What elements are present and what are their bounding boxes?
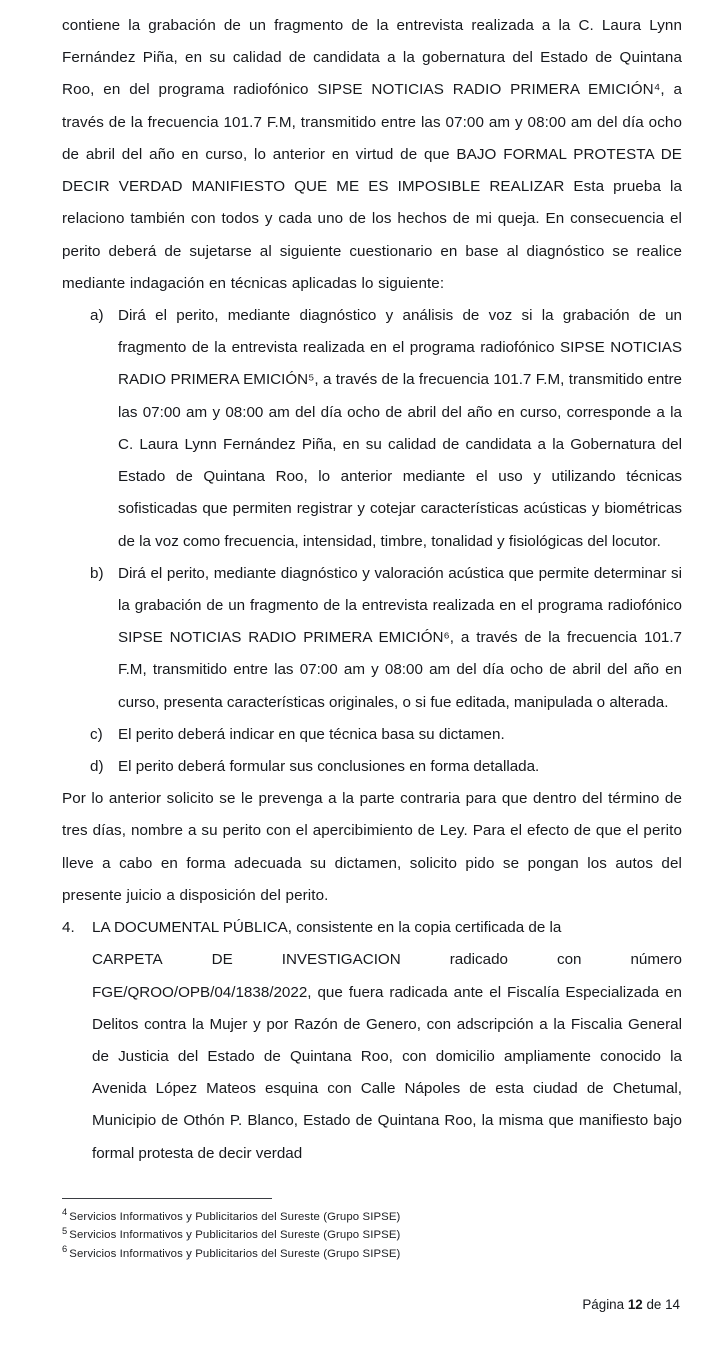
list-item-marker: a) [90, 306, 104, 324]
questionnaire-list [62, 300, 682, 783]
list-item-text: Dirá el perito, mediante diagnóstico y valoración acústica que permite determinar si la grabación de un fragmento de la entrevista realizada en el programa radiofónico SIPSE NOTICIAS RADIO PRIMERA EMICIÓN⁶, a través de la frecuencia 101.7 F.M, transmitido entre las 07:00 am y 08:00 am del día ocho de abril del año en curso, presenta características originales, o si fue editada, manipulada o alterada. [118, 564, 682, 711]
footnote-mark: 6 [62, 1244, 68, 1255]
footnote [62, 1245, 682, 1263]
line2-word: DE [211, 951, 233, 969]
line2-word: radicado [449, 951, 508, 969]
list-item-text: El perito deberá formular sus conclusiones en forma detallada. [118, 758, 540, 776]
footnote-text: Servicios Informativos y Publicitarios del Sureste (Grupo SIPSE) [69, 1210, 401, 1223]
list-item-marker: d) [90, 758, 104, 776]
numbered-item-line2 [92, 944, 682, 976]
list-item-text: Dirá el perito, mediante diagnóstico y análisis de voz si la grabación de un fragmento de la entrevista realizada en el programa radiofónico SIPSE NOTICIAS RADIO PRIMERA EMICIÓN⁵, a través de la frecuencia 101.7 F.M, transmitido entre las 07:00 am y 08:00 am del día ocho de abril del año en curso, corresponde a la C. Laura Lynn Fernández Piña, en su calidad de candidata a la Gobernatura del Estado de Quintana Roo, lo anterior mediante el uso y utilizando técnicas sofisticadas que permiten registrar y cotejar características acústicas y biométricas de la voz como frecuencia, intensidad, timbre, tonalidad y fisiológicas del locutor. [118, 306, 682, 550]
footnote-text: Servicios Informativos y Publicitarios del Sureste (Grupo SIPSE) [69, 1229, 401, 1242]
footnote-separator [62, 1198, 272, 1199]
numbered-item-line1: LA DOCUMENTAL PÚBLICA, consistente en la copia certificada de la [92, 919, 562, 937]
list-item [88, 300, 682, 558]
footnote-list [62, 1208, 682, 1263]
line2-word: CARPETA [92, 951, 163, 969]
footnote [62, 1226, 682, 1244]
list-item-marker: b) [90, 564, 104, 582]
list-item-marker: c) [90, 725, 103, 743]
paragraph-closing: Por lo anterior solicito se le prevenga a la parte contraria para que dentro del término de tres días, nombre a su perito con el apercibimiento de Ley. Para el efecto de que el perito lleve a cabo en forma adecuada su dictamen, solicito pido se pongan los autos del presente juicio a disposición del perito. [62, 790, 682, 904]
line2-word: con [556, 951, 582, 969]
list-item [88, 558, 682, 719]
numbered-item-rest: FGE/QROO/OPB/04/1838/2022, que fuera radicada ante el Fiscalía Especializada en Delitos contra la Mujer y por Razón de Genero, con adscripción a la Fiscalia General de Justicia del Estado de Quintana Roo, con domicilio ampliamente conocido la Avenida López Mateos esquina con Calle Nápoles de esta ciudad de Chetumal, Municipio de Othón P. Blanco, Estado de Quintana Roo, la misma que manifiesto bajo formal protesta de decir verdad [92, 983, 682, 1162]
footnote [62, 1208, 682, 1226]
footnote-mark: 4 [62, 1207, 68, 1218]
numbered-item-4 [62, 912, 682, 1170]
page-footer-middle: de [646, 1297, 662, 1313]
footnote-mark: 5 [62, 1225, 68, 1236]
footnote-text: Servicios Informativos y Publicitarios del Sureste (Grupo SIPSE) [69, 1247, 401, 1260]
page-number-total: 14 [665, 1297, 680, 1313]
page-number-current: 12 [627, 1297, 643, 1313]
list-item [88, 751, 682, 783]
paragraph-intro: contiene la grabación de un fragmento de la entrevista realizada a la C. Laura Lynn Fernández Piña, en su calidad de candidata a la gobernatura del Estado de Quintana Roo, en del programa radiofónico SIPSE NOTICIAS RADIO PRIMERA EMICIÓN⁴, a través de la frecuencia 101.7 F.M, transmitido entre las 07:00 am y 08:00 am del día ocho de abril del año en curso, lo anterior en virtud de que BAJO FORMAL PROTESTA DE DECIR VERDAD MANIFIESTO QUE ME ES IMPOSIBLE REALIZAR Esta prueba la relaciono también con todos y cada uno de los hechos de mi queja. En consecuencia el perito deberá de sujetarse al siguiente cuestionario en base al diagnóstico se realice mediante indagación en técnicas aplicadas lo siguiente: [62, 17, 682, 292]
list-item [88, 719, 682, 751]
page-footer-prefix: Página [582, 1297, 625, 1313]
numbered-item-marker: 4. [62, 919, 75, 937]
page-footer [62, 1297, 682, 1312]
line2-word: INVESTIGACION [281, 951, 401, 969]
list-item-text: El perito deberá indicar en que técnica basa su dictamen. [118, 725, 505, 743]
numbered-item-text [92, 912, 682, 1170]
line2-word: número [630, 951, 682, 969]
